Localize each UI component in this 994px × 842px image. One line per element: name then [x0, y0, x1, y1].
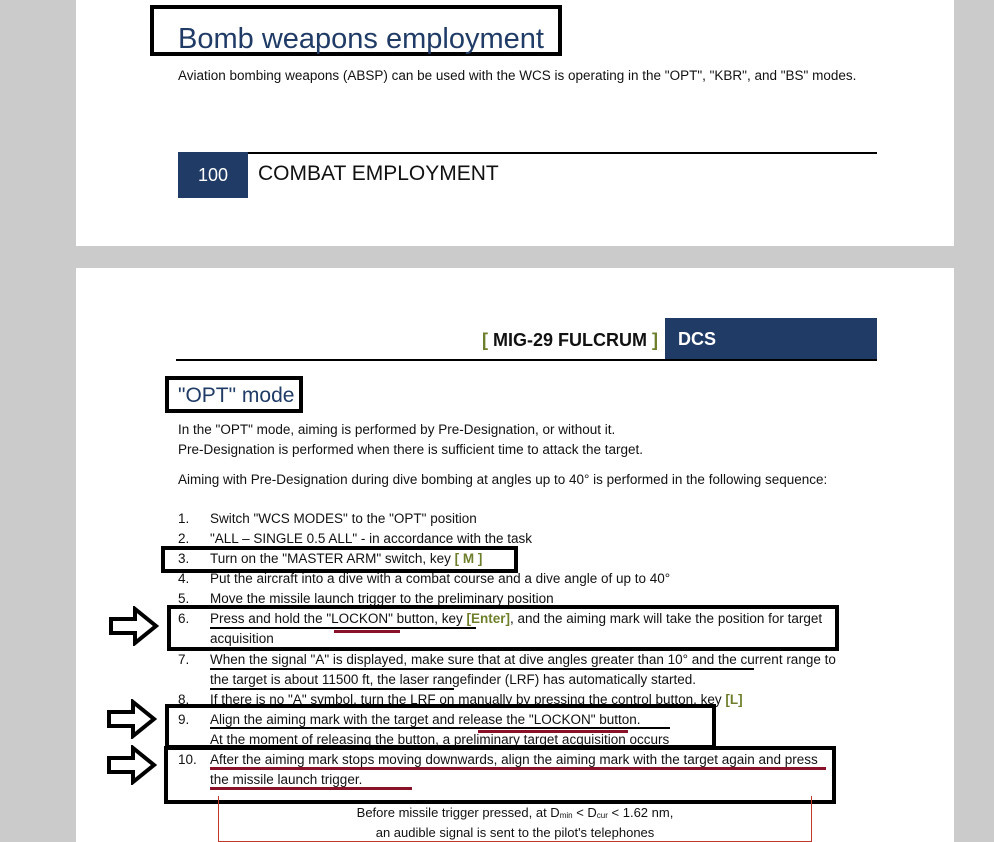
- step-number: 9.: [178, 712, 190, 727]
- step-text-after: , and the aiming mark will take the position for target acquisition: [210, 611, 823, 646]
- step-number: 10.: [178, 752, 197, 767]
- note-text: < 1.62 nm,: [607, 805, 674, 820]
- header-bracket-close: ]: [652, 330, 658, 350]
- paragraph-1-line2: Pre-Designation is performed when there is sufficient time to attack the target.: [178, 442, 643, 457]
- key-hint: [ M ]: [454, 551, 483, 566]
- section-heading-box: [150, 5, 562, 56]
- step-text: Switch "WCS MODES" to the "OPT" position: [210, 511, 477, 526]
- paragraph-2: Aiming with Pre-Designation during dive bombing at angles up to 40° is performed in the following sequence:: [178, 472, 828, 487]
- highlight-box-step-6: [167, 605, 839, 651]
- paragraph-1: [178, 420, 868, 460]
- step-number: 2.: [178, 531, 190, 546]
- note-box: [218, 796, 812, 842]
- opt-mode-heading: "OPT" mode: [178, 384, 295, 407]
- step-text: When the signal "A" is displayed, make sure that at dive angles greater than 10° and the current range to the target is about 11500 ft, the laser rangefinder (LRF) has automatically started.: [210, 652, 836, 687]
- header-bracket-open: [: [481, 330, 488, 350]
- underline-annotation: [210, 688, 454, 690]
- step-number: 6.: [178, 611, 190, 626]
- note-text: < D: [572, 805, 597, 820]
- header-divider: [176, 359, 877, 361]
- note-subscript: min: [559, 811, 573, 820]
- opt-mode-heading-box: [165, 376, 303, 413]
- note-subscript: cur: [596, 811, 608, 820]
- chapter-title: COMBAT EMPLOYMENT: [258, 162, 499, 185]
- note-line2: an audible signal is sent to the pilot's telephones: [375, 825, 655, 840]
- step-text: Align the aiming mark with the target and release the "LOCKON" button.: [210, 712, 641, 727]
- step-number: 8.: [178, 692, 190, 707]
- step-text: "ALL – SINGLE 0.5 ALL" - in accordance with the task: [210, 531, 533, 546]
- step-text: Press and hold the "LOCKON" button, key: [210, 611, 467, 626]
- note-text: Before missile trigger pressed, at D: [356, 805, 560, 820]
- step-text: Move the missile launch trigger to the preliminary position: [210, 591, 554, 606]
- key-hint: [Enter]: [466, 611, 510, 626]
- note-line1: [219, 804, 811, 824]
- step-text-line2: At the moment of releasing the button, a preliminary target acquisition occurs: [210, 732, 670, 747]
- highlight-box-step-3: [161, 546, 518, 573]
- section-heading: Bomb weapons employment: [178, 23, 544, 55]
- step-number: 4.: [178, 571, 190, 586]
- right-arrow-icon: [106, 745, 158, 785]
- step-number: 1.: [178, 511, 190, 526]
- key-hint: [L]: [725, 692, 743, 707]
- step-number: 5.: [178, 591, 190, 606]
- intro-paragraph: Aviation bombing weapons (ABSP) can be used with the WCS is operating in the "OPT", "KBR", and "BS" modes.: [178, 68, 857, 83]
- step-number: 3.: [178, 551, 190, 566]
- step-number: 7.: [178, 652, 190, 667]
- highlight-box-step-9: [165, 704, 716, 749]
- step-text: Put the aircraft into a dive with a combat course and a dive angle of up to 40°: [210, 571, 671, 586]
- right-arrow-icon: [106, 699, 158, 739]
- chapter-divider: [248, 152, 877, 154]
- paragraph-1-line1: In the "OPT" mode, aiming is performed by Pre-Designation, or without it.: [178, 422, 616, 437]
- right-arrow-icon: [108, 606, 160, 646]
- step-text: If there is no "A" symbol, turn the LRF on manually by pressing the control button, key: [210, 692, 726, 707]
- step-text: Turn on the "MASTER ARM" switch, key: [210, 551, 455, 566]
- header-sim-badge: DCS: [665, 318, 877, 360]
- page-header-title: [430, 330, 658, 351]
- step-text: After the aiming mark stops moving downwards, align the aiming mark with the target again and press the missile launch trigger.: [210, 752, 818, 787]
- header-aircraft: MIG-29 FULCRUM: [492, 330, 647, 350]
- underline-annotation: [210, 668, 754, 670]
- page-number: 100: [178, 152, 248, 198]
